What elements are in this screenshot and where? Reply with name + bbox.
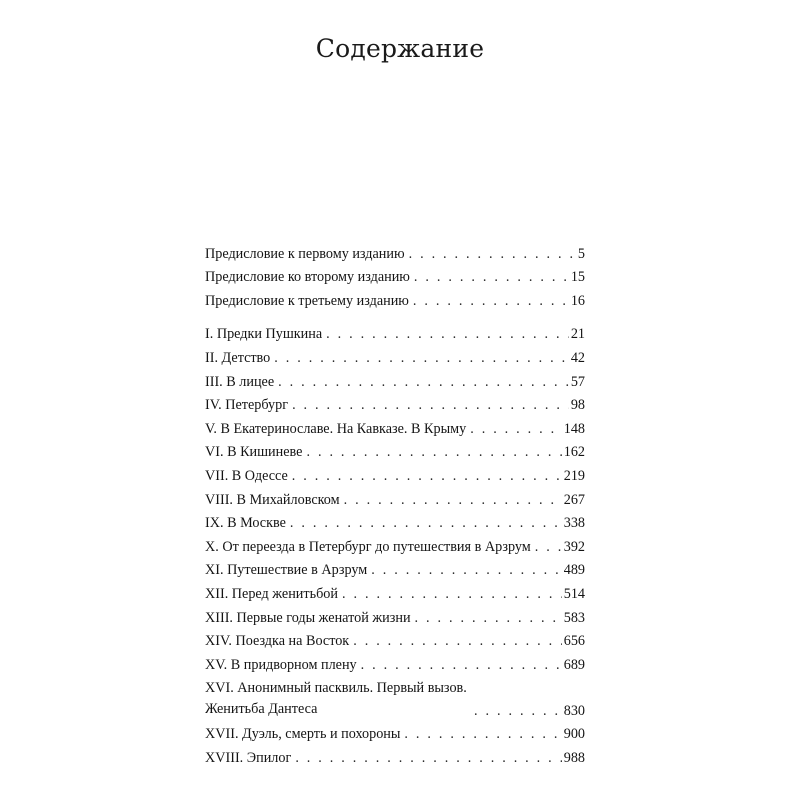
toc-page-number: 489 xyxy=(563,562,585,579)
toc-entry-label: II. Детство xyxy=(205,349,271,366)
toc-leader-dots xyxy=(404,725,561,743)
toc-entry xyxy=(205,674,585,720)
toc-page-number: 162 xyxy=(563,444,585,461)
toc-page-number: 830 xyxy=(563,702,585,719)
toc-entry-label: III. В лицее xyxy=(205,373,275,390)
toc-page-number: 148 xyxy=(563,420,585,437)
toc-leader-dots xyxy=(413,292,569,310)
toc-entry xyxy=(205,391,585,415)
toc-leader-dots xyxy=(292,467,562,485)
toc-entry xyxy=(205,556,585,580)
toc-page-number: 15 xyxy=(570,269,585,286)
toc-entry xyxy=(205,485,585,509)
toc-page-number: 219 xyxy=(563,467,585,484)
toc-entry-label: XIII. Первые годы женатой жизни xyxy=(205,609,411,626)
toc-entry xyxy=(205,743,585,767)
toc-entry xyxy=(205,579,585,603)
toc-page-number: 267 xyxy=(563,491,585,508)
toc-entry xyxy=(205,720,585,744)
toc-page-number: 57 xyxy=(570,373,585,390)
toc-entry xyxy=(205,320,585,344)
toc-entry-label: Предисловие ко второму изданию xyxy=(205,269,410,286)
toc-leader-dots xyxy=(371,561,561,579)
toc-entry xyxy=(205,627,585,651)
toc-leader-dots xyxy=(409,245,576,263)
toc-entry xyxy=(205,438,585,462)
toc-leader-dots xyxy=(470,420,562,438)
toc-entry-label: V. В Екатеринославе. На Кавказе. В Крыму xyxy=(205,420,467,437)
toc-entry-label: VII. В Одессе xyxy=(205,467,288,484)
toc-entry xyxy=(205,263,585,287)
toc-page-number: 656 xyxy=(563,633,585,650)
toc-entry xyxy=(205,509,585,533)
toc-entry-label: X. От переезда в Петербург до путешествия в Арзрум xyxy=(205,538,531,555)
toc-leader-dots xyxy=(274,349,569,367)
page-title: Содержание xyxy=(315,34,485,63)
toc-entry-label: VI. В Кишиневе xyxy=(205,444,303,461)
toc-leader-dots xyxy=(353,632,562,650)
toc-entry xyxy=(205,603,585,627)
toc-page-number: 338 xyxy=(563,515,585,532)
toc-entry-label: XV. В придворном плену xyxy=(205,656,357,673)
toc-entry xyxy=(205,532,585,556)
toc-leader-dots xyxy=(414,268,569,286)
section-gap xyxy=(205,310,585,320)
toc-leader-dots xyxy=(326,325,569,343)
toc-leader-dots xyxy=(344,491,562,509)
toc-entry-label: XI. Путешествие в Арзрум xyxy=(205,562,368,579)
toc-entry xyxy=(205,343,585,367)
toc-entry xyxy=(205,650,585,674)
toc-entry-label: XII. Перед женитьбой xyxy=(205,585,338,602)
toc-leader-dots xyxy=(278,373,569,391)
toc-entry xyxy=(205,461,585,485)
toc-entry-label: Предисловие к третьему изданию xyxy=(205,292,409,309)
toc-entry xyxy=(205,367,585,391)
toc-leader-dots xyxy=(415,609,562,627)
table-of-contents xyxy=(205,239,585,767)
toc-leader-dots xyxy=(290,514,562,532)
toc-entry-label: IX. В Москве xyxy=(205,515,286,532)
toc-entry-label: I. Предки Пушкина xyxy=(205,326,323,343)
toc-page-number: 988 xyxy=(563,749,585,766)
toc-page-number: 514 xyxy=(563,585,585,602)
toc-entry xyxy=(205,239,585,263)
toc-leader-dots xyxy=(474,702,562,720)
toc-leader-dots xyxy=(295,749,561,767)
toc-page-number: 5 xyxy=(577,245,585,262)
toc-entry-label: XVII. Дуэль, смерть и похороны xyxy=(205,726,401,743)
toc-entry xyxy=(205,414,585,438)
toc-page-number: 21 xyxy=(570,326,585,343)
toc-leader-dots xyxy=(361,656,562,674)
toc-entry-label: XIV. Поездка на Восток xyxy=(205,633,350,650)
toc-page-number: 98 xyxy=(570,397,585,414)
toc-page-number: 42 xyxy=(570,349,585,366)
toc-page-number: 583 xyxy=(563,609,585,626)
toc-entry-label: Предисловие к первому изданию xyxy=(205,245,405,262)
toc-page-number: 900 xyxy=(563,726,585,743)
toc-page-number: 689 xyxy=(563,656,585,673)
toc-leader-dots xyxy=(535,538,562,556)
toc-entry xyxy=(205,286,585,310)
toc-leader-dots xyxy=(342,585,562,603)
toc-entry-label: IV. Петербург xyxy=(205,397,289,414)
toc-entry-label: XVI. Анонимный пасквиль. Первый вызов. Женитьба Дантеса xyxy=(205,679,467,717)
toc-page-number: 392 xyxy=(563,538,585,555)
toc-leader-dots xyxy=(306,443,561,461)
toc-entry-label: XVIII. Эпилог xyxy=(205,749,292,766)
toc-page-number: 16 xyxy=(570,292,585,309)
toc-leader-dots xyxy=(292,396,569,414)
toc-entry-label: VIII. В Михайловском xyxy=(205,491,340,508)
